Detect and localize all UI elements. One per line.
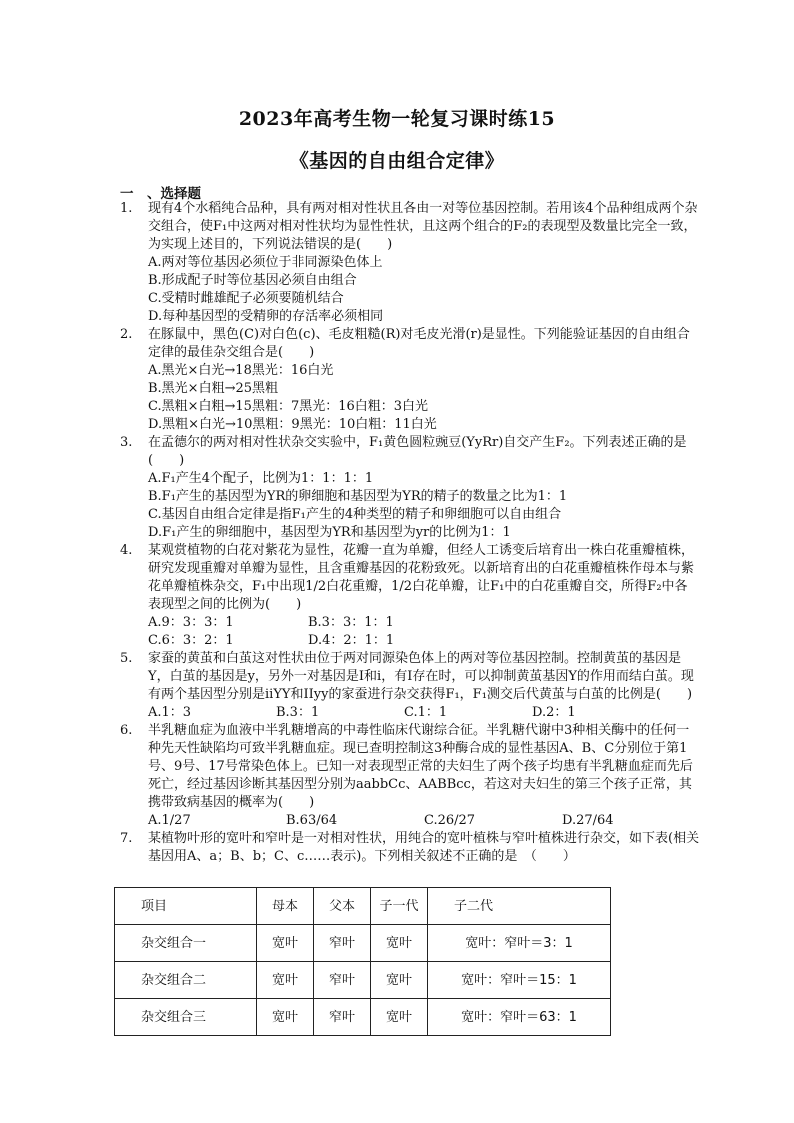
table-cell: 杂交组合二 (115, 962, 257, 999)
question-list (120, 200, 700, 866)
option-b: B.3：1 (276, 705, 320, 720)
table-header-cell: 项目 (115, 888, 257, 925)
option-c: C.受精时雌雄配子必须要随机结合 (148, 291, 344, 306)
question-4 (120, 542, 700, 614)
table-row (115, 925, 611, 962)
option-c: C.6：3：2：1 (148, 633, 234, 648)
table-header-cell: 父本 (314, 888, 371, 925)
option-b: B.形成配子时等位基因必须自由组合 (148, 273, 357, 288)
table-row (115, 999, 611, 1036)
question-stem: 某植物叶形的宽叶和窄叶是一对相对性状，用纯合的宽叶植株与窄叶植株进行杂交，如下表(相关基因用A、a；B、b；C、c……表示)。下列相关叙述不正确的是 （ ） (148, 831, 700, 864)
table-cell: 宽叶：窄叶＝63：1 (428, 999, 611, 1036)
table-cell: 宽叶：窄叶＝15：1 (428, 962, 611, 999)
table-header-cell: 子一代 (371, 888, 428, 925)
table-cell: 窄叶 (314, 925, 371, 962)
question-7 (120, 830, 700, 866)
option-d: D.F₁产生的卵细胞中，基因型为YR和基因型为yr的比例为1：1 (148, 525, 511, 540)
question-number: 7. (120, 831, 133, 846)
table-cell: 宽叶 (371, 999, 428, 1036)
document-subtitle: 《基因的自由组合定律》 (289, 150, 505, 172)
question-stem: 某观赏植物的白花对紫花为显性，花瓣一直为单瓣，但经人工诱变后培育出一株白花重瓣植株，研究发现重瓣对单瓣为显性，且含重瓣基因的花粉致死。以新培育出的白花重瓣植株作母本与紫花单瓣植株杂交，F₁中出现1/2白花重瓣，1/2白花单瓣，让F₁中的白花重瓣自交，所得F₂中各表现型之间的比例为( ) (148, 543, 695, 612)
section-heading: 一 、选择题 (120, 186, 201, 202)
options-row (120, 812, 700, 830)
option-d: D.2：1 (532, 705, 576, 720)
option-c: C.基因自由组合定律是指F₁产生的4种类型的精子和卵细胞可以自由组合 (148, 507, 562, 522)
table-cell: 杂交组合三 (115, 999, 257, 1036)
question-3 (120, 434, 700, 470)
question-1 (120, 200, 700, 254)
question-stem: 半乳糖血症为血液中半乳糖增高的中毒性临床代谢综合征。半乳糖代谢中3种相关酶中的任何一种先天性缺陷均可致半乳糖血症。现已查明控制这3种酶合成的显性基因A、B、C分别位于第1号、9号、17号常染色体上。已知一对表现型正常的夫妇生了两个孩子均患有半乳糖血症而先后死亡，经过基因诊断其基因型分别为aabbCc、AABBcc，若这对夫妇生的第三个孩子正常，其携带致病基因的概率为( ) (148, 723, 693, 810)
question-number: 4. (120, 543, 133, 558)
table-cell: 宽叶 (257, 999, 314, 1036)
table-row (115, 962, 611, 999)
option-d: D.27/64 (562, 813, 614, 828)
question-number: 1. (120, 201, 133, 216)
option-a: A.9：3：3：1 (148, 615, 234, 630)
option-a: A.黑光×白光→18黑光：16白光 (148, 363, 334, 378)
table-header-row (115, 888, 611, 925)
table-cell: 杂交组合一 (115, 925, 257, 962)
question-stem: 在豚鼠中，黑色(C)对白色(c)、毛皮粗糙(R)对毛皮光滑(r)是显性。下列能验证基因的自由组合定律的最佳杂交组合是( ) (148, 327, 690, 360)
option-b: B.F₁产生的基因型为YR的卵细胞和基因型为YR的精子的数量之比为1：1 (148, 489, 568, 504)
option-d: D.每种基因型的受精卵的存活率必须相同 (148, 309, 384, 324)
question-number: 6. (120, 723, 133, 738)
options-row (120, 614, 700, 632)
option-d: D.4：2：1：1 (308, 633, 395, 648)
option-a: A.1：3 (148, 705, 192, 720)
option-c: C.黑粗×白粗→15黑粗：7黑光：16白粗：3白光 (148, 399, 429, 414)
question-stem: 在孟德尔的两对相对性状杂交实验中，F₁黄色圆粒豌豆(YyRr)自交产生F₂。下列表述正确的是( ) (148, 435, 687, 468)
option-a: A.1/27 (148, 813, 191, 828)
table-cell: 宽叶：窄叶＝3：1 (428, 925, 611, 962)
option-c: C.1：1 (404, 705, 448, 720)
document-title: 2023年高考生物一轮复习课时练15 (238, 108, 556, 130)
option-c: C.26/27 (424, 813, 476, 828)
question-6 (120, 722, 700, 812)
option-d: D.黑粗×白光→10黑粗：9黑光：10白粗：11白光 (148, 417, 437, 432)
question-number: 2. (120, 327, 133, 342)
cross-results-table (114, 887, 611, 1036)
question-stem: 现有4个水稻纯合品种，具有两对相对性状且各由一对等位基因控制。若用该4个品种组成两个杂交组合，使F₁中这两对相对性状均为显性性状，且这两个组合的F₂的表现型及数量比完全一致，为实现上述目的，下列说法错误的是( ) (148, 201, 698, 252)
table-header-cell: 母本 (257, 888, 314, 925)
question-2 (120, 326, 700, 362)
question-stem: 家蚕的黄茧和白茧这对性状由位于两对同源染色体上的两对等位基因控制。控制黄茧的基因是Y，白茧的基因是y，另外一对基因是I和i，有I存在时，可以抑制黄茧基因Y的作用而结白茧。现有两个基因型分别是iiYY和IIyy的家蚕进行杂交获得F₁，F₁测交后代黄茧与白茧的比例是( ) (148, 651, 694, 702)
option-b: B.3：3：1：1 (308, 615, 394, 630)
table-cell: 宽叶 (371, 925, 428, 962)
question-number: 3. (120, 435, 133, 450)
option-b: B.黑光×白粗→25黑粗 (148, 381, 279, 396)
options-row (120, 704, 700, 722)
table-cell: 宽叶 (371, 962, 428, 999)
option-a: A.F₁产生4个配子，比例为1：1：1：1 (148, 471, 374, 486)
options-row (120, 632, 700, 650)
table-header-cell: 子二代 (428, 888, 611, 925)
question-5 (120, 650, 700, 704)
option-a: A.两对等位基因必须位于非同源染色体上 (148, 255, 383, 270)
question-number: 5. (120, 651, 133, 666)
option-b: B.63/64 (286, 813, 338, 828)
table-cell: 宽叶 (257, 925, 314, 962)
table-cell: 窄叶 (314, 999, 371, 1036)
table-cell: 窄叶 (314, 962, 371, 999)
table-cell: 宽叶 (257, 962, 314, 999)
